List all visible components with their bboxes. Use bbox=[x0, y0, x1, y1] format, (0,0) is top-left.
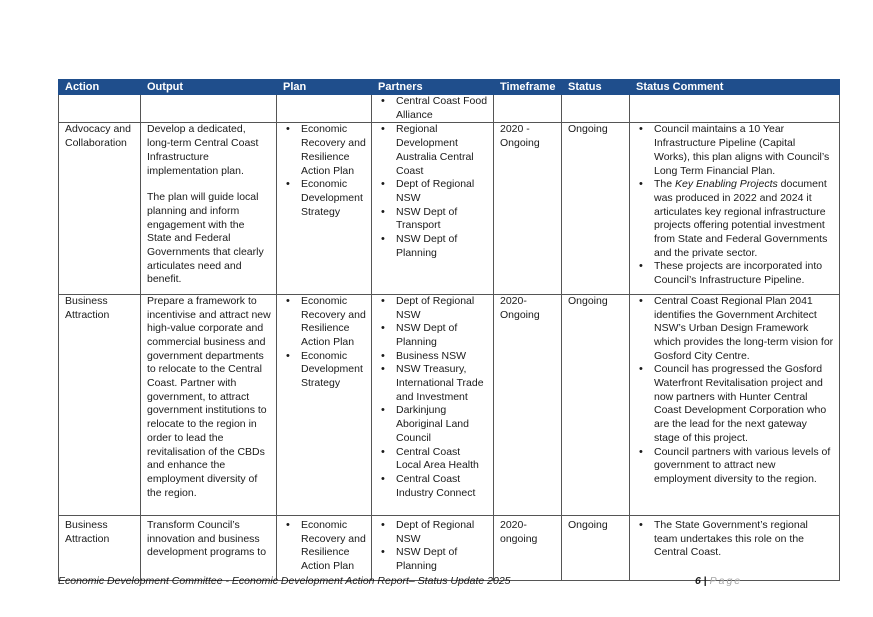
column-header-status: Status bbox=[562, 80, 630, 95]
column-header-action: Action bbox=[59, 80, 141, 95]
plan-list bbox=[283, 123, 366, 219]
document-title: Key Enabling Projects bbox=[675, 178, 778, 191]
comment-list bbox=[636, 123, 834, 287]
list-item: • Regional Development Australia Central Coast bbox=[378, 123, 488, 178]
status-cell: Ongoing bbox=[562, 294, 630, 515]
list-item: • Dept of Regional NSW bbox=[378, 178, 488, 205]
list-item: • Dept of Regional NSW bbox=[378, 519, 488, 546]
page-separator: | bbox=[700, 575, 710, 587]
status-cell: Ongoing bbox=[562, 515, 630, 580]
footer-title: Economic Development Committee - Economic Development Action Report– Status Update 2025 bbox=[58, 575, 511, 587]
list-item: • Central Coast Industry Connect bbox=[378, 473, 488, 500]
output-paragraph: Develop a dedicated, long-term Central Coast Infrastructure implementation plan. bbox=[147, 123, 259, 177]
status-comment-cell bbox=[630, 123, 840, 294]
list-item: • These projects are incorporated into Council’s Infrastructure Pipeline. bbox=[636, 260, 834, 287]
list-item: • Darkinjung Aboriginal Land Council bbox=[378, 404, 488, 445]
table-row bbox=[59, 294, 840, 515]
partners-cell bbox=[372, 123, 494, 294]
column-header-plan: Plan bbox=[277, 80, 372, 95]
list-item: • Economic Recovery and Resilience Action Plan bbox=[283, 519, 366, 574]
partners-list bbox=[378, 123, 488, 260]
action-cell: Advocacy and Collaboration bbox=[59, 123, 141, 294]
page-number-value: 6 bbox=[695, 575, 701, 587]
status-cell: Ongoing bbox=[562, 123, 630, 294]
page-number bbox=[695, 575, 742, 587]
column-header-output: Output bbox=[141, 80, 277, 95]
plan-list bbox=[283, 519, 366, 574]
list-item: • Dept of Regional NSW bbox=[378, 295, 488, 322]
comment-list bbox=[636, 519, 834, 560]
table-row bbox=[59, 123, 840, 294]
list-item: • Central Coast Regional Plan 2041 identifies the Government Architect NSW’s Urban Design Framework which provides the long-term vision for Gosford City Centre. bbox=[636, 295, 834, 364]
column-header-partners: Partners bbox=[372, 80, 494, 95]
action-cell: Business Attraction bbox=[59, 515, 141, 580]
timeframe-cell: 2020 - Ongoing bbox=[494, 123, 562, 294]
list-item: • Economic Development Strategy bbox=[283, 178, 366, 219]
plan-cell bbox=[277, 95, 372, 123]
page-word: Page bbox=[709, 575, 743, 587]
list-item: • Economic Development Strategy bbox=[283, 350, 366, 391]
list-item: • Council maintains a 10 Year Infrastructure Pipeline (Capital Works), this plan aligns with Council’s Long Term Financial Plan. bbox=[636, 123, 834, 178]
plan-cell bbox=[277, 123, 372, 294]
table-row bbox=[59, 95, 840, 123]
list-item: • NSW Dept of Planning bbox=[378, 322, 488, 349]
status-cell bbox=[562, 95, 630, 123]
output-paragraph: The plan will guide local planning and inform engagement with the State and Federal Governments that clearly articulates need and benefit. bbox=[147, 191, 264, 286]
list-item: • Economic Recovery and Resilience Action Plan bbox=[283, 295, 366, 350]
status-comment-cell bbox=[630, 515, 840, 580]
list-item: • Council partners with various levels of government to attract new employment diversity to the region. bbox=[636, 446, 834, 487]
action-report-table bbox=[58, 79, 840, 581]
list-item: • NSW Dept of Transport bbox=[378, 206, 488, 233]
plan-list bbox=[283, 295, 366, 391]
action-cell bbox=[59, 95, 141, 123]
comment-list bbox=[636, 295, 834, 487]
table-header-row bbox=[59, 80, 840, 95]
partners-cell bbox=[372, 95, 494, 123]
partners-list bbox=[378, 295, 488, 501]
plan-cell bbox=[277, 294, 372, 515]
partners-list bbox=[378, 519, 488, 574]
list-item: • Central Coast Food Alliance bbox=[378, 95, 488, 122]
status-comment-cell bbox=[630, 294, 840, 515]
action-cell: Business Attraction bbox=[59, 294, 141, 515]
list-item: • Council has progressed the Gosford Waterfront Revitalisation project and now partners with Hunter Central Coast Development Corporation who are the lead for the next gateway stage of this project. bbox=[636, 363, 834, 445]
partners-list bbox=[378, 95, 488, 122]
timeframe-cell: 2020-Ongoing bbox=[494, 294, 562, 515]
column-header-status-comment: Status Comment bbox=[630, 80, 840, 95]
table-row bbox=[59, 515, 840, 580]
list-item: • NSW Dept of Planning bbox=[378, 546, 488, 573]
output-cell: Prepare a framework to incentivise and attract new high-value corporate and commercial business and government departments to relocate to the Central Coast. Partner with government, to attract government institutions to relocate to the region in order to lead the revitalisation of the CBDs and enhance the employment diversity of the region. bbox=[141, 294, 277, 515]
partners-cell bbox=[372, 294, 494, 515]
list-item: • Central Coast Local Area Health bbox=[378, 446, 488, 473]
column-header-timeframe: Timeframe bbox=[494, 80, 562, 95]
plan-cell bbox=[277, 515, 372, 580]
list-item: • The State Government’s regional team undertakes this role on the Central Coast. bbox=[636, 519, 834, 560]
timeframe-cell bbox=[494, 95, 562, 123]
list-item: • The Key Enabling Projects document was produced in 2022 and 2024 it articulates key regional infrastructure projects offering potential investment from State and Federal Governments and the private sector. bbox=[636, 178, 834, 260]
list-item: • NSW Dept of Planning bbox=[378, 233, 488, 260]
list-item: • Business NSW bbox=[378, 350, 488, 364]
list-item: • Economic Recovery and Resilience Action Plan bbox=[283, 123, 366, 178]
partners-cell bbox=[372, 515, 494, 580]
list-item: • NSW Treasury, International Trade and Investment bbox=[378, 363, 488, 404]
output-cell bbox=[141, 123, 277, 294]
output-cell bbox=[141, 95, 277, 123]
timeframe-cell: 2020-ongoing bbox=[494, 515, 562, 580]
status-comment-cell bbox=[630, 95, 840, 123]
output-cell: Transform Council’s innovation and business development programs to bbox=[141, 515, 277, 580]
